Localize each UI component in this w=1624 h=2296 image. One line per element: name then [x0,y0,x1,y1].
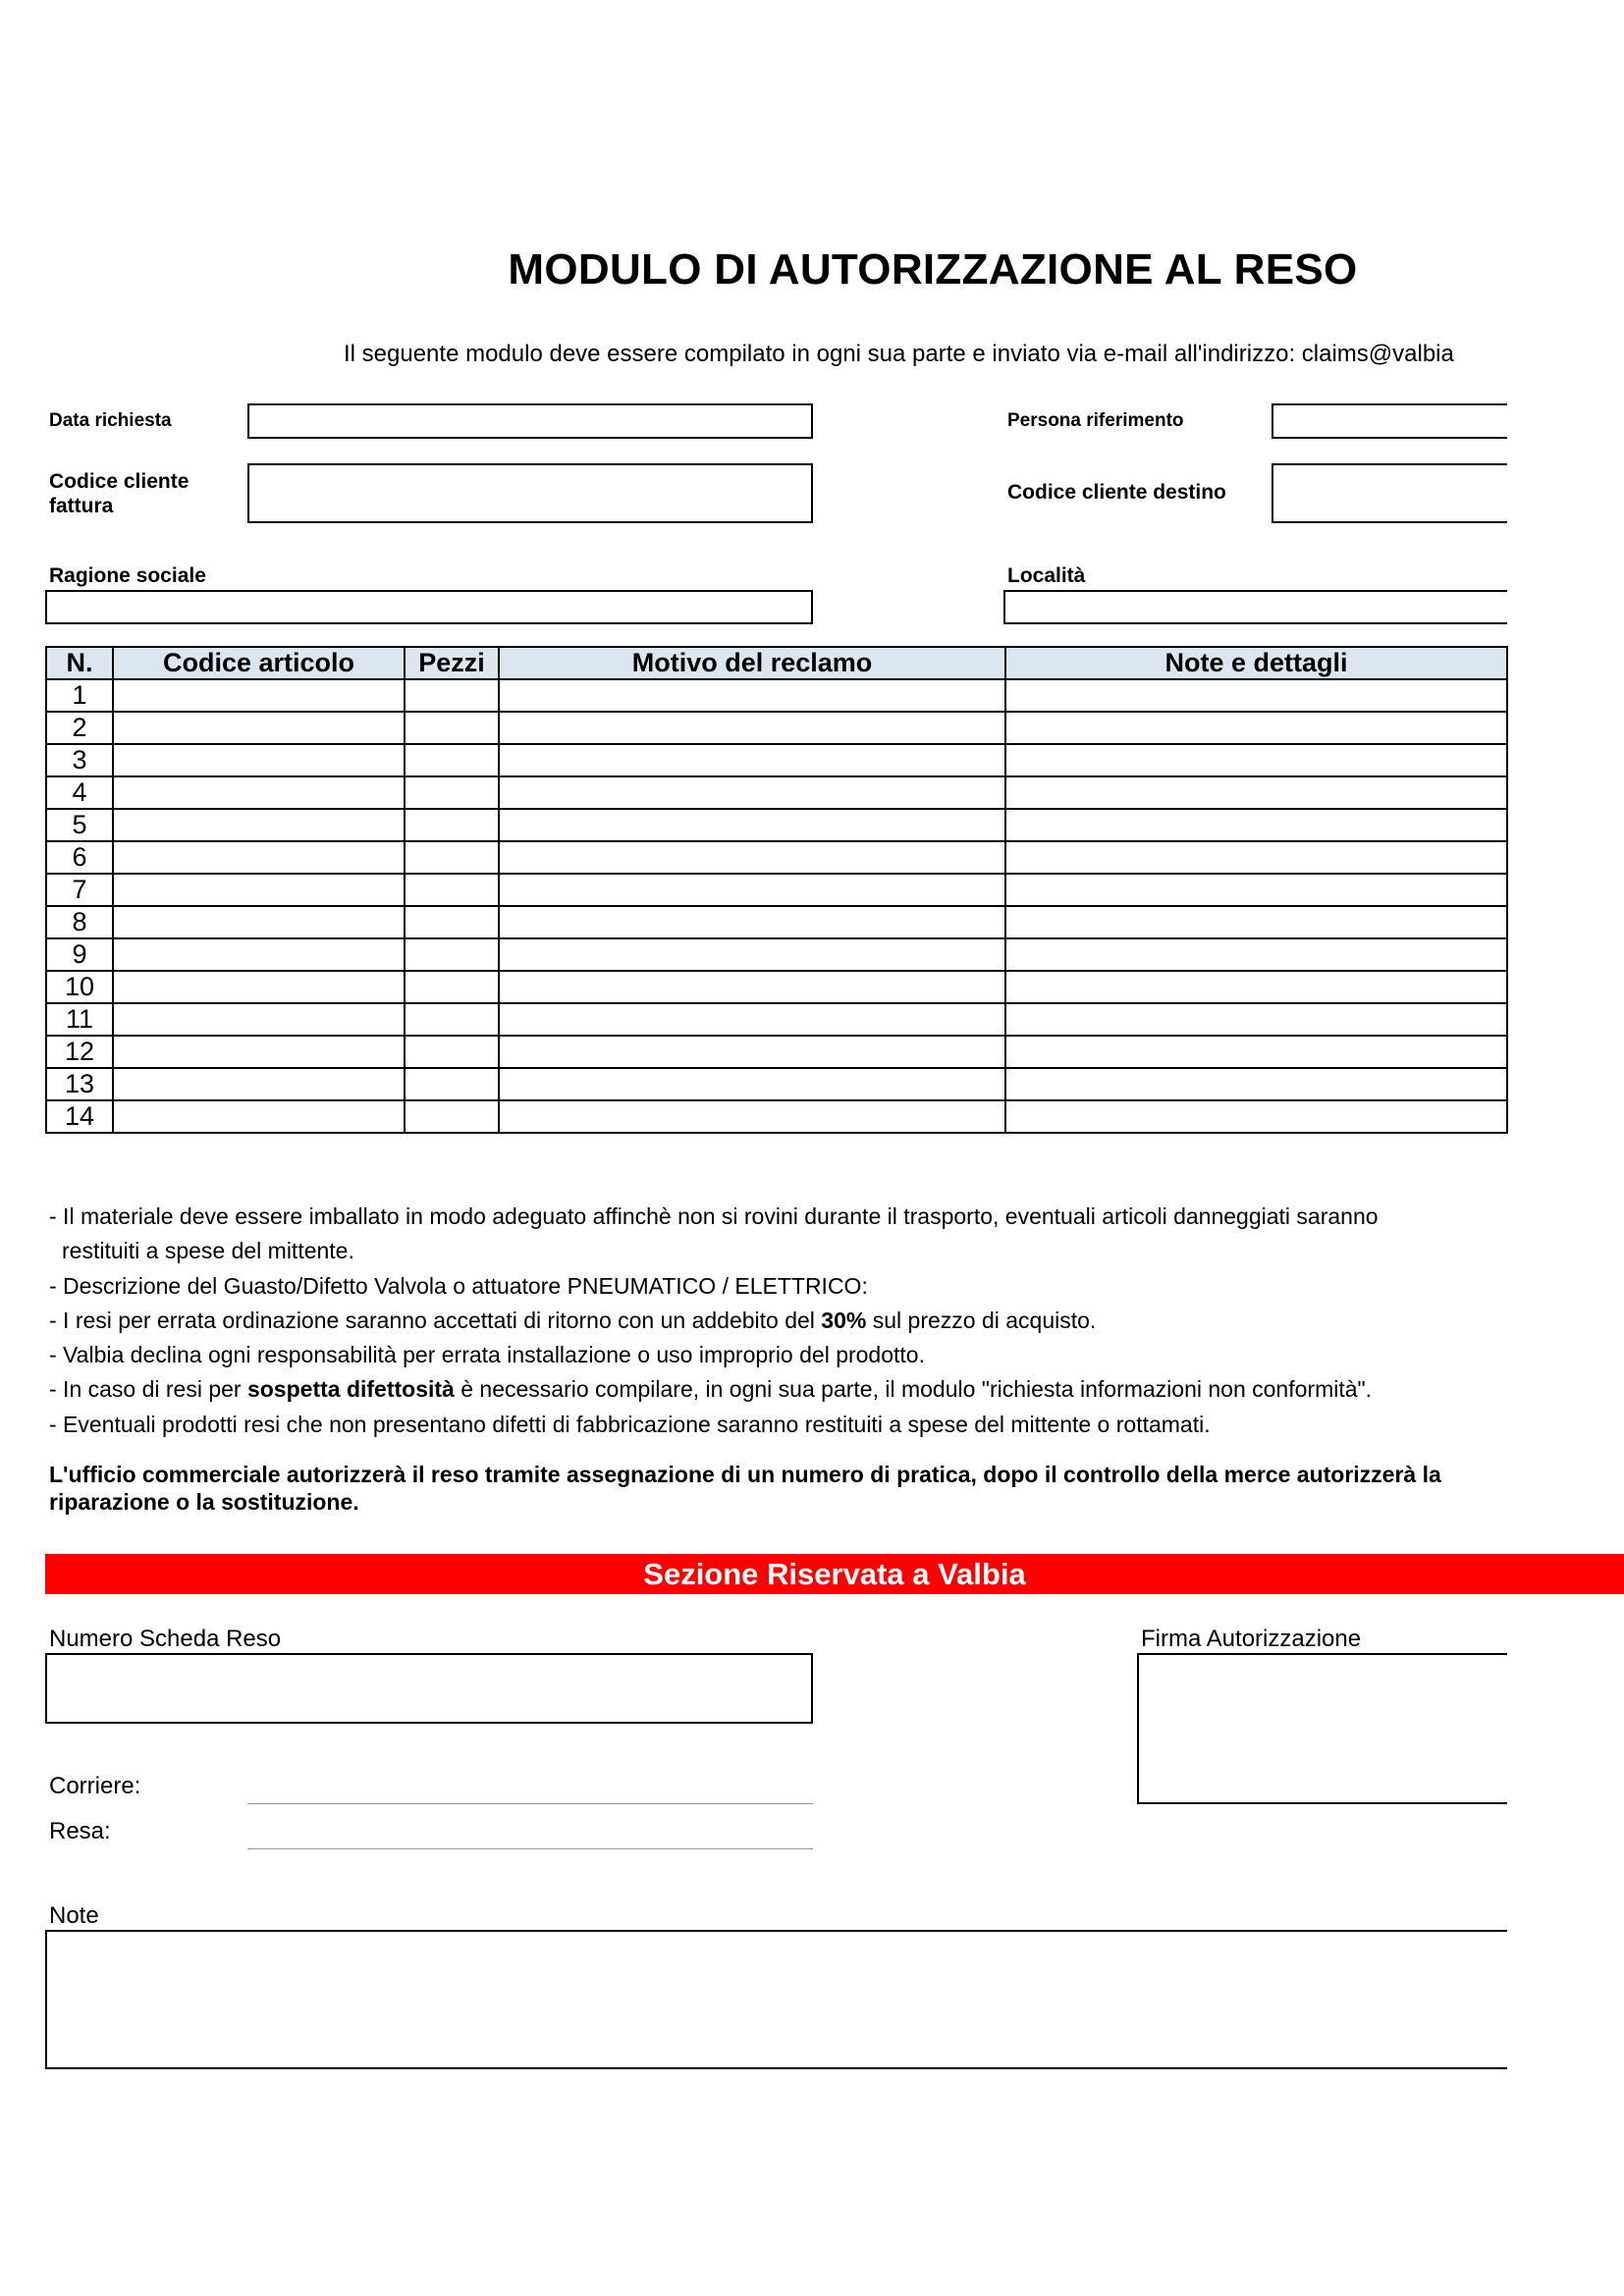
col-header-motivo-reclamo: Motivo del reclamo [499,647,1005,679]
table-row [46,1068,1507,1100]
note-line: - Eventuali prodotti resi che non presentano difetti di fabbricazione saranno restituiti a spese del mittente o rottamati. [49,1411,1211,1437]
resa-label: Resa: [49,1818,111,1844]
note-text: sul prezzo di acquisto. [866,1307,1097,1333]
pezzi-cell[interactable] [405,1068,499,1100]
persona-riferimento-field[interactable] [1272,403,1507,439]
motivo-reclamo-cell[interactable] [499,1068,1005,1100]
table-header-row [46,647,1507,679]
motivo-reclamo-cell[interactable] [499,679,1005,712]
row-number: 8 [46,906,113,938]
note-dettagli-cell[interactable] [1005,809,1507,841]
table-row [46,1100,1507,1133]
pezzi-cell[interactable] [405,712,499,744]
localita-field[interactable] [1003,590,1507,624]
table-row [46,1036,1507,1068]
motivo-reclamo-cell[interactable] [499,744,1005,776]
note-dettagli-cell[interactable] [1005,1100,1507,1133]
items-table [45,646,1508,1134]
row-number: 1 [46,679,113,712]
localita-label: Località [1007,564,1086,587]
note-dettagli-cell[interactable] [1005,1036,1507,1068]
col-header-note-dettagli: Note e dettagli [1005,647,1507,679]
persona-riferimento-label: Persona riferimento [1007,410,1184,431]
row-number: 5 [46,809,113,841]
row-number: 3 [46,744,113,776]
motivo-reclamo-cell[interactable] [499,1003,1005,1036]
pezzi-cell[interactable] [405,874,499,906]
table-row [46,906,1507,938]
row-number: 10 [46,971,113,1003]
note-bold-text: 30% [821,1307,867,1333]
motivo-reclamo-cell[interactable] [499,809,1005,841]
motivo-reclamo-cell[interactable] [499,906,1005,938]
table-row [46,971,1507,1003]
codice-articolo-cell[interactable] [113,679,405,712]
numero-scheda-label: Numero Scheda Reso [49,1626,282,1652]
row-number: 6 [46,841,113,874]
pezzi-cell[interactable] [405,809,499,841]
note-line: - Il materiale deve essere imballato in modo adeguato affinchè non si rovini durante il trasporto, eventuali articoli danneggiati saranno [49,1203,1379,1229]
table-row [46,744,1507,776]
note-dettagli-cell[interactable] [1005,679,1507,712]
row-number: 11 [46,1003,113,1036]
reserved-section-header: Sezione Riservata a Valbia [45,1554,1624,1594]
pezzi-cell[interactable] [405,1100,499,1133]
note-dettagli-cell[interactable] [1005,776,1507,809]
codice-cliente-fattura-label: Codice cliente fattura [49,470,189,517]
note-dettagli-cell[interactable] [1005,906,1507,938]
note-dettagli-cell[interactable] [1005,744,1507,776]
row-number: 4 [46,776,113,809]
row-number: 14 [46,1100,113,1133]
table-row [46,1003,1507,1036]
note-field[interactable] [45,1930,1507,2069]
data-richiesta-field[interactable] [247,403,813,439]
codice-articolo-cell[interactable] [113,1036,405,1068]
table-row [46,841,1507,874]
table-row [46,776,1507,809]
codice-articolo-cell[interactable] [113,1068,405,1100]
pezzi-cell[interactable] [405,971,499,1003]
note-label: Note [49,1902,99,1929]
pezzi-cell[interactable] [405,938,499,971]
pezzi-cell[interactable] [405,679,499,712]
ragione-sociale-field[interactable] [45,590,813,624]
note-text: - I resi per errata ordinazione saranno accettati di ritorno con un addebito del [49,1307,822,1333]
codice-cliente-fattura-field[interactable] [247,463,813,523]
row-number: 2 [46,712,113,744]
row-number: 13 [46,1068,113,1100]
data-richiesta-label: Data richiesta [49,410,172,431]
table-row [46,679,1507,712]
pezzi-cell[interactable] [405,744,499,776]
codice-cliente-destino-label: Codice cliente destino [1007,481,1226,504]
note-dettagli-cell[interactable] [1005,971,1507,1003]
note-line: - Valbia declina ogni responsabilità per errata installazione o uso improprio del prodotto. [49,1342,925,1368]
row-number: 7 [46,874,113,906]
pezzi-cell[interactable] [405,776,499,809]
pezzi-cell[interactable] [405,1036,499,1068]
note-text: - In caso di resi per [49,1376,247,1403]
codice-articolo-cell[interactable] [113,776,405,809]
motivo-reclamo-cell[interactable] [499,1100,1005,1133]
authorization-note-line: riparazione o la sostituzione. [49,1489,359,1515]
row-number: 12 [46,1036,113,1068]
note-dettagli-cell[interactable] [1005,712,1507,744]
note-dettagli-cell[interactable] [1005,841,1507,874]
col-header-n: N. [46,647,113,679]
corriere-field[interactable] [247,1803,813,1804]
motivo-reclamo-cell[interactable] [499,971,1005,1003]
terms-notes [49,1200,1512,1442]
form-subtitle: Il seguente modulo deve essere compilato in ogni sua parte e inviato via e-mail all'indirizzo: claims@valbia [344,341,1454,367]
firma-label: Firma Autorizzazione [1141,1626,1362,1652]
pezzi-cell[interactable] [405,906,499,938]
motivo-reclamo-cell[interactable] [499,712,1005,744]
pezzi-cell[interactable] [405,1003,499,1036]
col-header-codice-articolo: Codice articolo [113,647,405,679]
codice-cliente-destino-field[interactable] [1272,463,1507,523]
note-line: - Descrizione del Guasto/Difetto Valvola o attuatore PNEUMATICO / ELETTRICO: [49,1272,868,1299]
note-text: è necessario compilare, in ogni sua parte, il modulo "richiesta informazioni non conformità". [454,1376,1373,1403]
codice-articolo-cell[interactable] [113,971,405,1003]
codice-articolo-cell[interactable] [113,712,405,744]
motivo-reclamo-cell[interactable] [499,776,1005,809]
note-dettagli-cell[interactable] [1005,1003,1507,1036]
table-row [46,809,1507,841]
codice-articolo-cell[interactable] [113,1003,405,1036]
corriere-label: Corriere: [49,1773,141,1799]
authorization-note [49,1461,1506,1516]
note-bold-text: sospetta difettosità [246,1376,455,1403]
table-row [46,938,1507,971]
codice-articolo-cell[interactable] [113,874,405,906]
codice-articolo-cell[interactable] [113,744,405,776]
codice-articolo-cell[interactable] [113,906,405,938]
note-dettagli-cell[interactable] [1005,1068,1507,1100]
motivo-reclamo-cell[interactable] [499,1036,1005,1068]
codice-articolo-cell[interactable] [113,938,405,971]
table-row [46,712,1507,744]
firma-field[interactable] [1137,1653,1507,1804]
ragione-sociale-label: Ragione sociale [49,564,206,587]
codice-articolo-cell[interactable] [113,841,405,874]
resa-field[interactable] [247,1848,813,1849]
note-line [49,1372,1512,1407]
table-row [46,874,1507,906]
note-line [49,1304,1512,1338]
note-line: restituiti a spese del mittente. [62,1238,354,1264]
col-header-pezzi: Pezzi [405,647,499,679]
codice-articolo-cell[interactable] [113,809,405,841]
form-title: MODULO DI AUTORIZZAZIONE AL RESO [508,245,1358,294]
authorization-note-line: L'ufficio commerciale autorizzerà il reso tramite assegnazione di un numero di pratica, dopo il controllo della merce autorizzerà la [49,1462,1441,1487]
motivo-reclamo-cell[interactable] [499,841,1005,874]
note-dettagli-cell[interactable] [1005,938,1507,971]
motivo-reclamo-cell[interactable] [499,874,1005,906]
pezzi-cell[interactable] [405,841,499,874]
row-number: 9 [46,938,113,971]
numero-scheda-field[interactable] [45,1653,813,1724]
codice-articolo-cell[interactable] [113,1100,405,1133]
motivo-reclamo-cell[interactable] [499,938,1005,971]
note-dettagli-cell[interactable] [1005,874,1507,906]
